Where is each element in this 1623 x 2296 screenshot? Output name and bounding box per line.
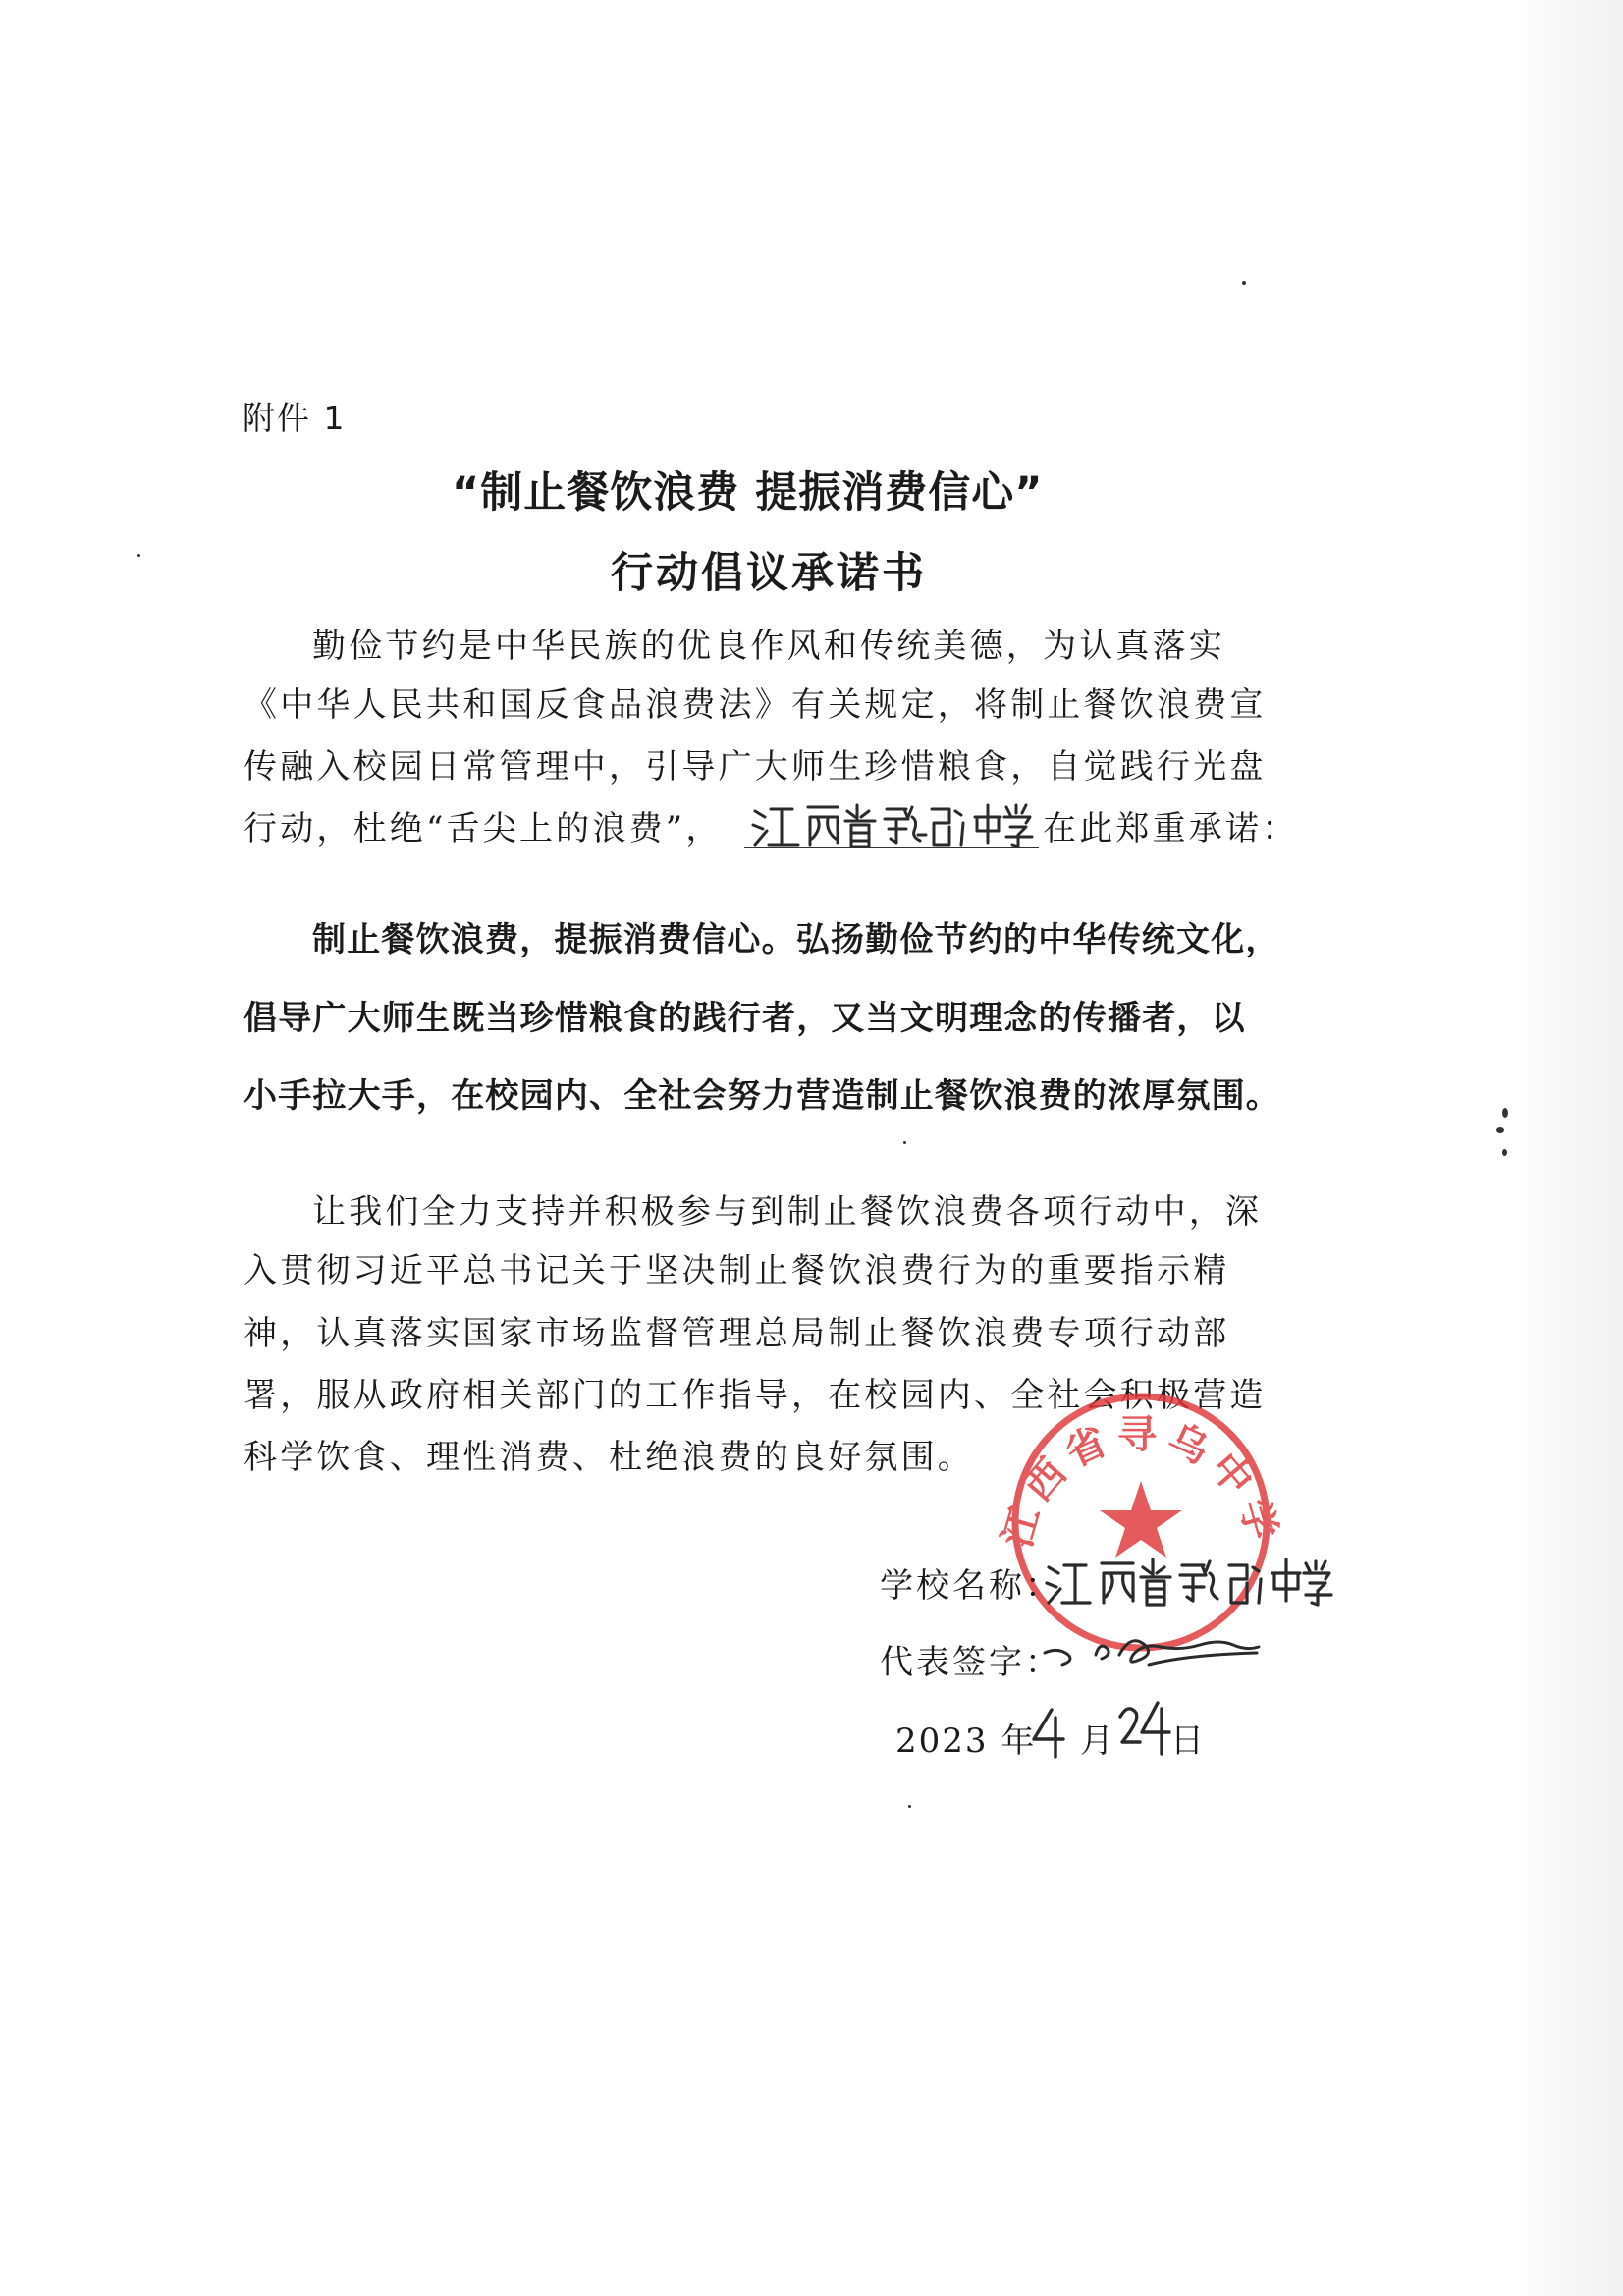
scan-speck (908, 1805, 911, 1808)
intro-line-3: 传融入校园日常管理中，引导广大师生珍惜粮食，自觉践行光盘 (243, 747, 1267, 787)
scan-speck (1242, 281, 1246, 285)
representative-signature (1041, 1625, 1267, 1674)
action-line-2: 入贯彻习近平总书记关于坚决制止餐饮浪费行为的重要指示精 (243, 1251, 1230, 1290)
attachment-label: 附件 1 (243, 399, 347, 437)
document-subtitle: 行动倡议承诺书 (611, 549, 927, 598)
pledge-line-1: 制止餐饮浪费，提振消费信心。弘扬勤俭节约的中华传统文化， (312, 920, 1280, 959)
handwritten-day (1116, 1697, 1173, 1760)
representative-label: 代表签字： (880, 1643, 1061, 1682)
intro-line-2: 《中华人民共和国反食品浪费法》有关规定，将制止餐饮浪费宣 (243, 685, 1267, 725)
scan-speck (1502, 1108, 1508, 1118)
intro-line-1: 勤俭节约是中华民族的优良作风和传统美德，为认真落实 (312, 627, 1225, 666)
scan-speck (137, 554, 140, 557)
pledge-line-3: 小手拉大手，在校园内、全社会努力营造制止餐饮浪费的浓厚氛围。 (243, 1076, 1280, 1116)
school-name-label: 学校名称： (880, 1566, 1061, 1606)
intro-line-4: 行动，杜绝“舌尖上的浪费”， (243, 809, 723, 848)
action-line-4: 署，服从政府相关部门的工作指导，在校园内、全社会积极营造 (243, 1376, 1267, 1415)
date-year: 2023 年 (895, 1722, 1037, 1761)
scan-speck (903, 1141, 906, 1144)
pledge-line-2: 倡导广大师生既当珍惜粮食的践行者，又当文明理念的传播者，以 (243, 999, 1246, 1038)
document-title: “制止餐饮浪费 提振消费信心” (452, 468, 1044, 518)
handwritten-school-signature (1041, 1552, 1335, 1611)
seal-text: 江西省寻乌中学 (995, 1412, 1287, 1553)
scan-speck (1496, 1127, 1504, 1133)
scan-speck (1502, 1149, 1507, 1156)
handwritten-month (1026, 1704, 1077, 1763)
scan-edge-shade (1527, 0, 1623, 2296)
official-seal (994, 1365, 1288, 1660)
action-line-1: 让我们全力支持并积极参与到制止餐饮浪费各项行动中，深 (312, 1192, 1263, 1231)
handwritten-school-name (749, 797, 1034, 850)
action-line-3: 神，认真落实国家市场监督管理总局制止餐饮浪费专项行动部 (243, 1314, 1230, 1353)
fill-in-underline (744, 847, 1039, 848)
date-month-unit: 月 (1080, 1722, 1113, 1761)
action-line-5: 科学饮食、理性消费、杜绝浪费的良好氛围。 (243, 1438, 974, 1477)
date-day-unit: 日 (1170, 1722, 1204, 1761)
intro-line-4-tail: 在此郑重承诺： (1043, 809, 1299, 848)
